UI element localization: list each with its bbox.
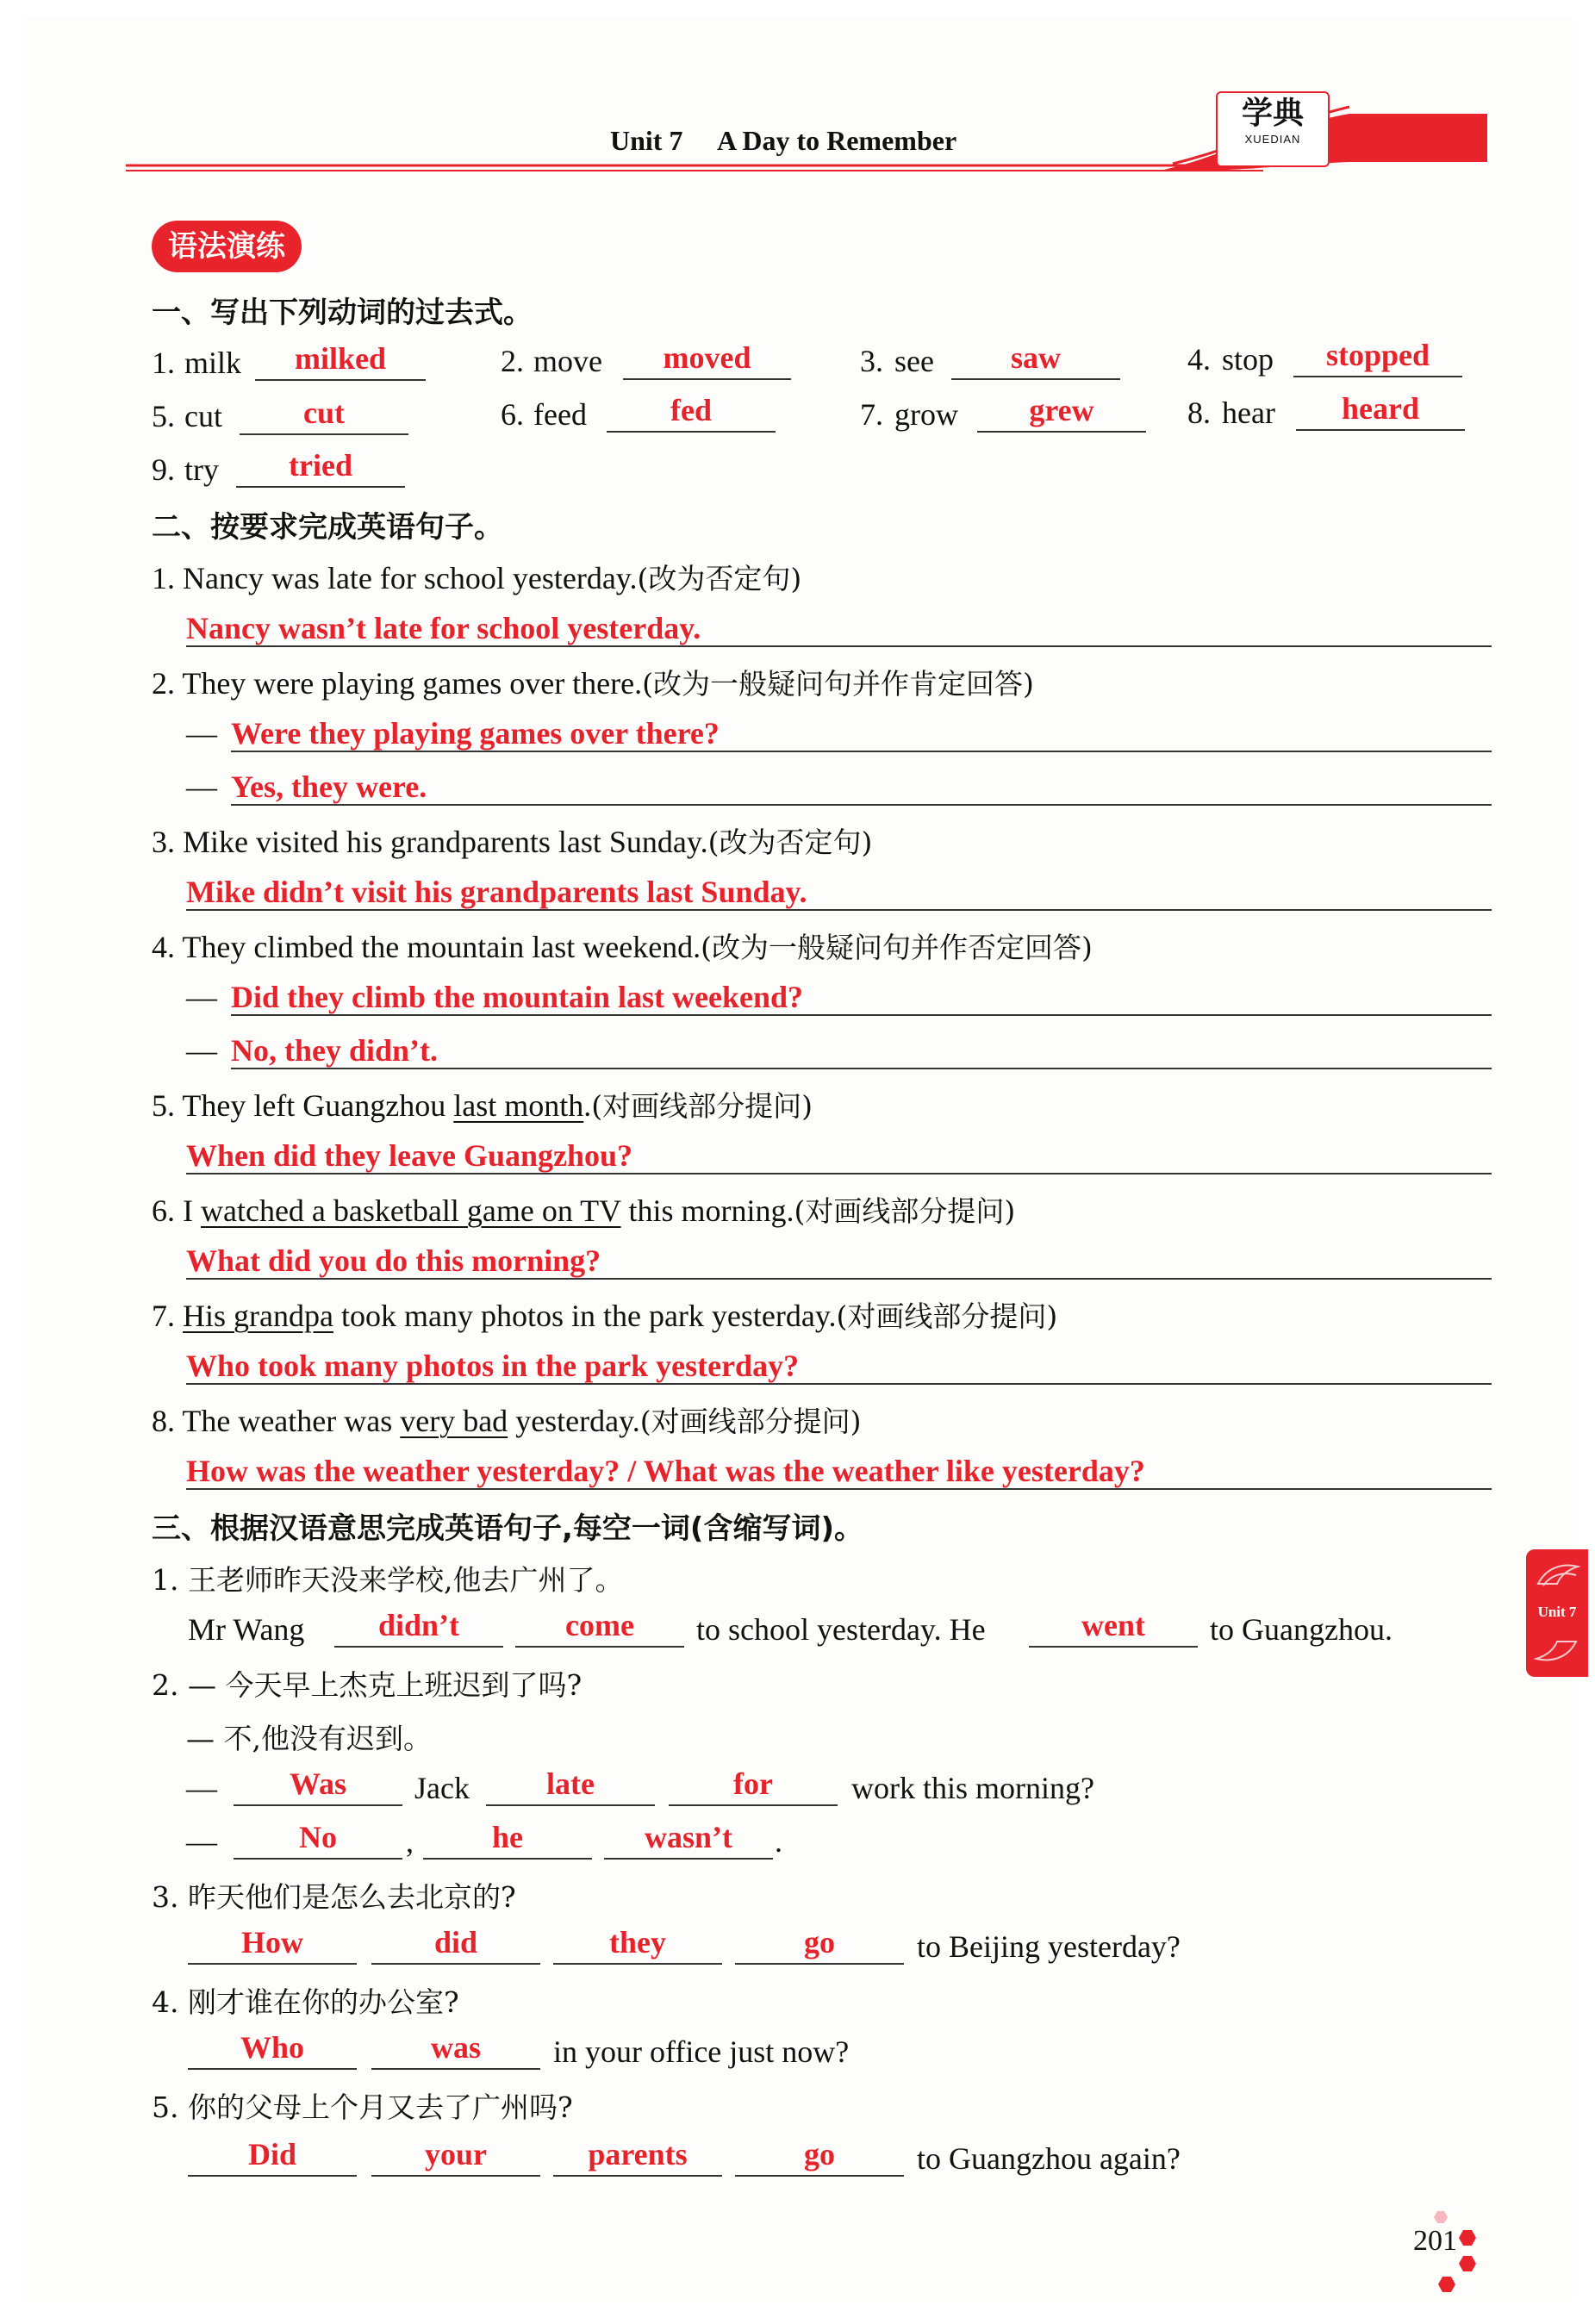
answer-line (186, 1173, 1492, 1174)
dash: — (186, 1033, 217, 1068)
p2-q5-answer: When did they leave Guangzhou? (186, 1138, 633, 1173)
p1-num-9: 9. (152, 452, 175, 487)
answer-line (231, 1014, 1492, 1016)
dash: — (186, 980, 217, 1014)
unit-side-tab-label: Unit 7 (1537, 1604, 1577, 1620)
answer-line (231, 1068, 1492, 1069)
p2-q6-req: (对画线部分提问) (794, 1194, 1016, 1228)
p3-q2-chinese-1: 2. — 今天早上杰克上班迟到了吗? (152, 1668, 583, 1702)
p3-q1-pre: Mr Wang (188, 1612, 305, 1647)
p3-q2-blank-3: for (669, 1766, 838, 1806)
p3-q1-mid: to school yesterday. He (696, 1612, 986, 1647)
logo-text: 学典 (1241, 95, 1304, 131)
underlined-part: watched a basketball game on TV (201, 1193, 621, 1228)
p1-word-9: try (184, 452, 219, 487)
p2-q3-text: 3. Mike visited his grandparents last Sunday.(改为否定句) (152, 825, 873, 859)
wing-icon (1531, 1633, 1583, 1667)
p1-word-3: see (894, 344, 934, 378)
header-unit: Unit 7 (610, 125, 683, 156)
p1-num-5: 5. (152, 399, 175, 433)
p2-q6-answer: What did you do this morning? (186, 1243, 601, 1278)
part2-heading: 二、按要求完成英语句子。 (152, 510, 503, 545)
underlined-part: very bad (400, 1404, 508, 1438)
logo-subtext: XUEDIAN (1244, 133, 1301, 146)
p3-q5-blank-3: parents (553, 2137, 722, 2177)
p1-word-8: hear (1222, 396, 1275, 430)
p3-q3-tail: to Beijing yesterday? (917, 1929, 1181, 1964)
p1-num-1: 1. (152, 346, 175, 380)
p3-q1-chinese: 1. 王老师昨天没来学校,他去广州了。 (152, 1563, 624, 1597)
p3-q1-blank-1: didn’t (334, 1608, 503, 1648)
p3-q2-blank-5: he (423, 1820, 592, 1860)
period: . (775, 1824, 782, 1859)
p3-q5-blank-2: your (371, 2137, 540, 2177)
p3-q2-jack: Jack (414, 1771, 470, 1805)
p3-q2-chinese-2: — 不,他没有迟到。 (186, 1722, 432, 1755)
p2-q8-req: (对画线部分提问) (639, 1405, 862, 1438)
answer-line (186, 1488, 1492, 1490)
p2-q1-req: (改为否定句) (637, 562, 802, 595)
p3-q1-post: to Guangzhou. (1210, 1612, 1393, 1647)
p2-q2-answer-reply: Yes, they were. (231, 769, 427, 804)
section-badge: 语法演练 (152, 221, 302, 272)
workbook-page (22, 17, 1577, 2301)
p1-answer-8: heard (1296, 391, 1465, 431)
underlined-part: last month (453, 1088, 584, 1123)
p1-num-6: 6. (501, 397, 524, 432)
answer-line (231, 751, 1492, 752)
p3-q5-blank-1: Did (188, 2137, 357, 2177)
p3-q2-blank-1: Was (234, 1766, 402, 1806)
p3-q4-tail: in your office just now? (553, 2034, 850, 2069)
underlined-part: His grandpa (183, 1299, 333, 1333)
p1-answer-2: moved (623, 340, 791, 380)
p1-answer-1: milked (255, 341, 426, 381)
p3-q3-blank-3: they (553, 1925, 722, 1965)
p2-q8-answer: How was the weather yesterday? / What was the weather like yesterday? (186, 1454, 1145, 1488)
p2-q1-answer: Nancy wasn’t late for school yesterday. (186, 611, 701, 645)
p1-num-3: 3. (860, 344, 883, 378)
p3-q2-tail: work this morning? (851, 1771, 1094, 1805)
p1-word-1: milk (184, 346, 242, 380)
p3-q3-blank-4: go (735, 1925, 904, 1965)
p3-q5-blank-4: go (735, 2137, 904, 2177)
p1-answer-6: fed (607, 393, 776, 433)
header-title: A Day to Remember (717, 125, 957, 156)
answer-line (186, 1383, 1492, 1385)
p1-word-6: feed (533, 397, 587, 432)
p3-q2-blank-4: No (234, 1820, 402, 1860)
p2-q7-req: (对画线部分提问) (836, 1299, 1058, 1333)
p2-q8-text: 8. The weather was very bad yesterday.(对画线部分提问) (152, 1404, 862, 1438)
answer-line (186, 645, 1492, 647)
unit-side-tab (1526, 1549, 1588, 1677)
p2-q2-answer-question: Were they playing games over there? (231, 716, 720, 751)
p3-q2-blank-2: late (486, 1766, 655, 1806)
p3-q4-blank-2: was (371, 2030, 540, 2070)
logo-badge (1216, 91, 1330, 167)
p2-q4-text: 4. They climbed the mountain last weekend.(改为一般疑问句并作否定回答) (152, 930, 1093, 964)
p1-num-2: 2. (501, 344, 524, 378)
p2-q3-req: (改为否定句) (707, 826, 873, 859)
p2-q4-req: (改为一般疑问句并作否定回答) (701, 931, 1093, 964)
p3-q4-blank-1: Who (188, 2030, 357, 2070)
part1-heading: 一、写出下列动词的过去式。 (152, 296, 533, 330)
p3-q5-chinese: 5. 你的父母上个月又去了广州吗? (152, 2090, 573, 2124)
p1-answer-9: tried (236, 448, 405, 488)
p3-q1-blank-3: went (1029, 1608, 1198, 1648)
p2-q5-req: (对画线部分提问) (591, 1089, 813, 1123)
p2-q2-req: (改为一般疑问句并作肯定回答) (642, 667, 1034, 701)
p1-word-7: grow (894, 397, 958, 432)
p1-num-4: 4. (1187, 342, 1211, 377)
p2-q6-text: 6. I watched a basketball game on TV this morning.(对画线部分提问) (152, 1193, 1016, 1228)
part3-heading: 三、根据汉语意思完成英语句子,每空一词(含缩写词)。 (152, 1511, 863, 1546)
p3-q3-blank-2: did (371, 1925, 540, 1965)
dash: — (186, 716, 217, 751)
p2-q4-answer-reply: No, they didn’t. (231, 1033, 439, 1068)
p1-answer-4: stopped (1293, 338, 1462, 377)
p2-q7-text: 7. His grandpa took many photos in the park yesterday.(对画线部分提问) (152, 1299, 1058, 1333)
p1-word-2: move (533, 344, 602, 378)
p3-q3-chinese: 3. 昨天他们是怎么去北京的? (152, 1880, 516, 1914)
dash: — (186, 1824, 217, 1859)
p1-word-4: stop (1222, 342, 1274, 377)
p2-q3-answer: Mike didn’t visit his grandparents last Sunday. (186, 875, 807, 909)
p2-q5-text: 5. They left Guangzhou last month.(对画线部分提问) (152, 1088, 813, 1123)
p1-answer-7: grew (977, 393, 1146, 433)
answer-line (186, 1278, 1492, 1280)
comma: , (406, 1824, 414, 1859)
p3-q2-blank-6: wasn’t (604, 1820, 773, 1860)
p2-q2-text: 2. They were playing games over there.(改为一般疑问句并作肯定回答) (152, 666, 1034, 701)
p2-q4-answer-question: Did they climb the mountain last weekend? (231, 980, 804, 1014)
p3-q3-blank-1: How (188, 1925, 357, 1965)
p1-word-5: cut (184, 399, 222, 433)
p2-q7-answer: Who took many photos in the park yesterday? (186, 1349, 800, 1383)
wing-icon (1531, 1558, 1583, 1592)
dash: — (186, 1771, 217, 1805)
p1-answer-5: cut (240, 396, 408, 435)
p1-num-8: 8. (1187, 396, 1211, 430)
p3-q1-blank-2: come (515, 1608, 684, 1648)
dash: — (186, 769, 217, 804)
p1-num-7: 7. (860, 397, 883, 432)
answer-line (186, 909, 1492, 911)
answer-line (231, 804, 1492, 806)
p3-q5-tail: to Guangzhou again? (917, 2141, 1181, 2176)
p3-q4-chinese: 4. 刚才谁在你的办公室? (152, 1985, 459, 2019)
p1-answer-3: saw (951, 340, 1120, 380)
p2-q1-text: 1. Nancy was late for school yesterday.(改为否定句) (152, 561, 802, 595)
page-number: 201 (1413, 2225, 1457, 2257)
